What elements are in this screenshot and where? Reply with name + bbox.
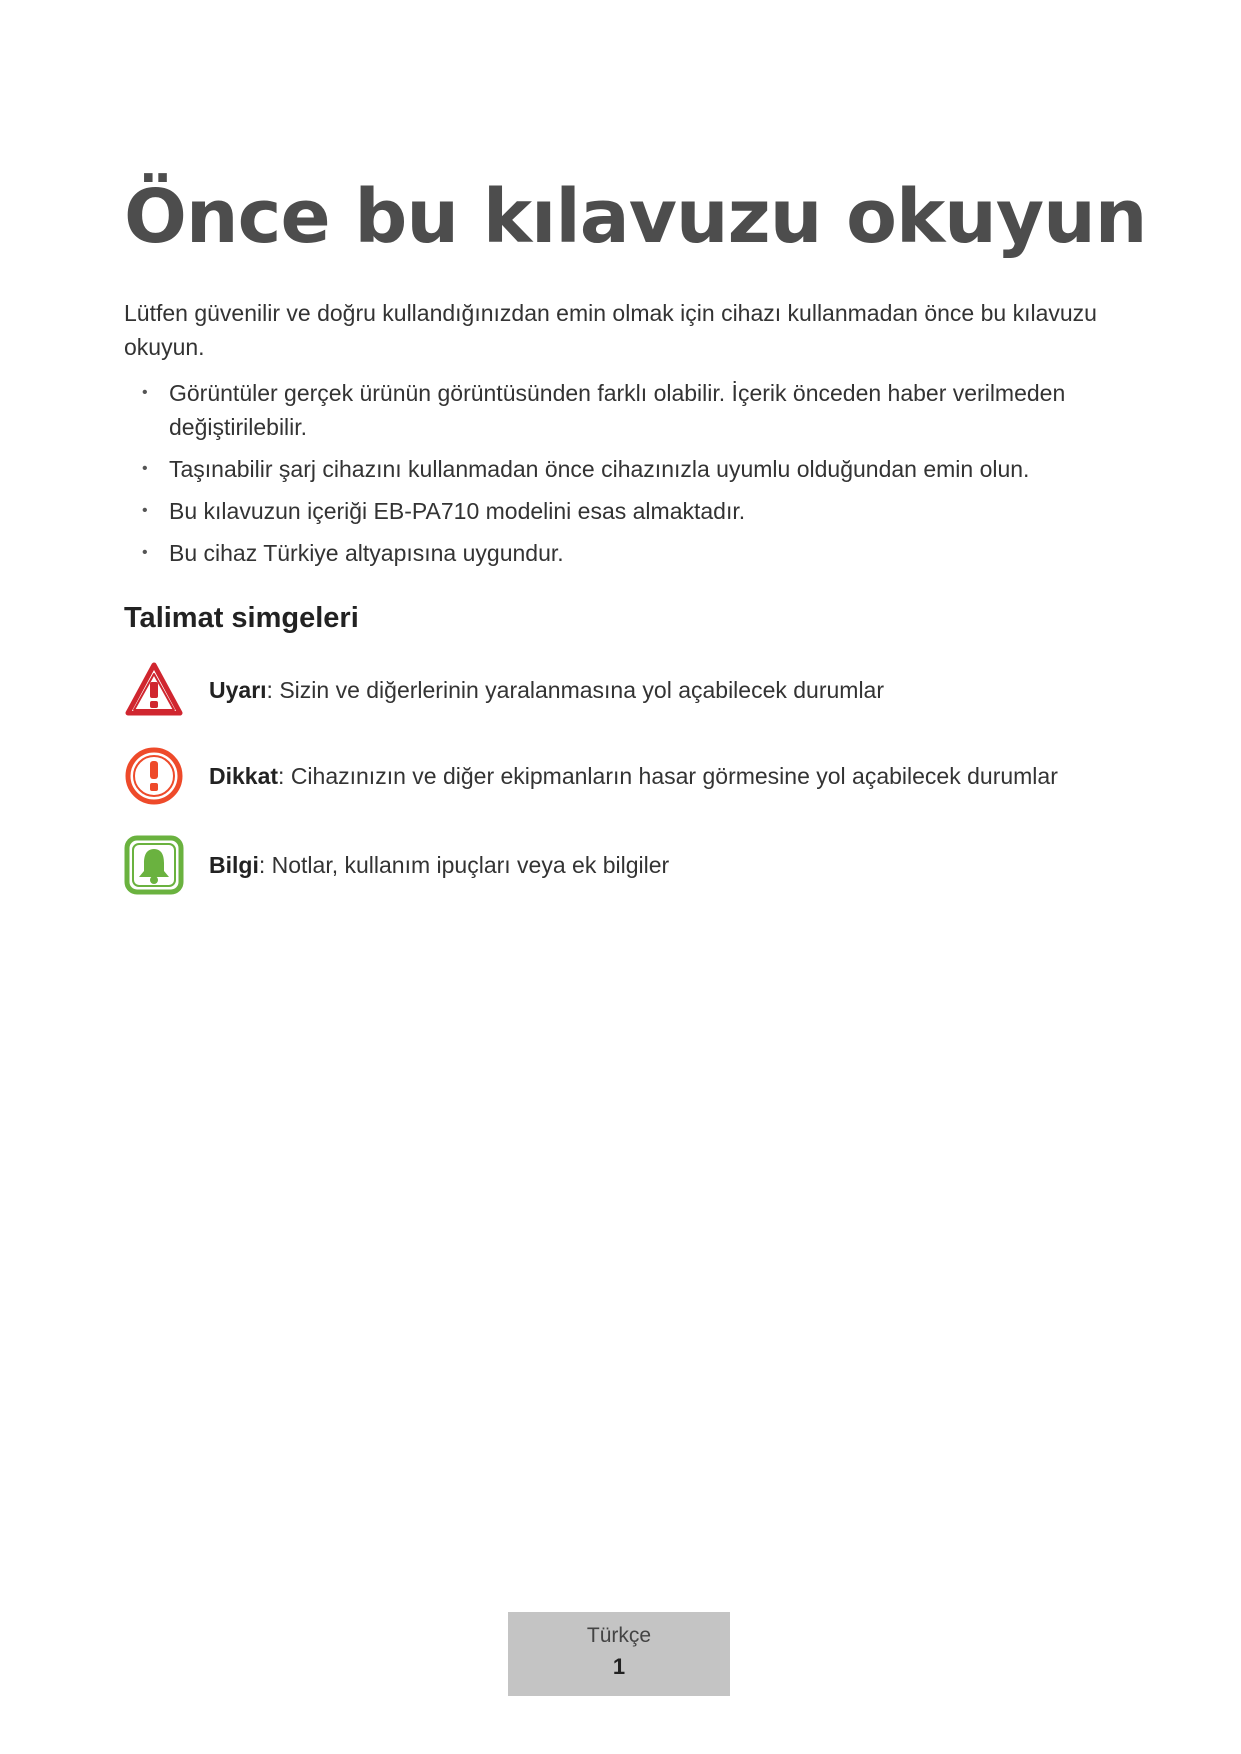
caution-exclamation-icon [124, 746, 184, 806]
warning-description [209, 660, 884, 720]
warning-text: : Sizin ve diğerlerinin yaralanmasına yol açabilecek durumlar [266, 677, 885, 703]
footer-language: Türkçe [586, 1624, 652, 1647]
caution-text: : Cihazınızın ve diğer ekipmanların hasar görmesine yol açabilecek durumlar [278, 763, 1058, 789]
page-number: 1 [612, 1654, 626, 1679]
note-label: Bilgi [209, 852, 259, 878]
note-bell-icon [124, 835, 184, 895]
caution-label: Dikkat [209, 763, 279, 789]
bullet-glyph: • [142, 544, 148, 561]
page-footer [508, 1612, 730, 1696]
note-text: : Notlar, kullanım ipuçları veya ek bilgiler [258, 852, 670, 878]
warning-label: Uyarı [209, 677, 267, 703]
bullet-glyph: • [142, 460, 148, 477]
list-item [124, 536, 1114, 570]
bullet-glyph: • [142, 384, 148, 401]
section-heading: Talimat simgeleri [124, 602, 359, 634]
warning-triangle-icon [124, 660, 184, 720]
list-item-text: Taşınabilir şarj cihazını kullanmadan önce cihazınızla uyumlu olduğundan emin olun. [169, 456, 1030, 482]
list-item [124, 494, 1114, 528]
bullet-glyph: • [142, 502, 148, 519]
list-item [124, 376, 1114, 444]
symbol-row-caution [124, 746, 1124, 806]
caution-description [209, 746, 1058, 806]
note-description [209, 835, 669, 895]
list-item-text: Bu kılavuzun içeriği EB-PA710 modelini esas almaktadır. [169, 498, 746, 524]
intro-paragraph: Lütfen güvenilir ve doğru kullandığınızdan emin olmak için cihazı kullanmadan önce bu kılavuzu okuyun. [124, 300, 1097, 360]
notes-list [124, 376, 1114, 578]
list-item-text: Bu cihaz Türkiye altyapısına uygundur. [169, 540, 564, 566]
list-item-text: Görüntüler gerçek ürünün görüntüsünden farklı olabilir. İçerik önceden haber verilmeden değiştirilebilir. [169, 380, 1066, 440]
list-item [124, 452, 1114, 486]
symbol-row-note [124, 835, 1124, 895]
symbol-row-warning [124, 660, 1124, 720]
page-title: Önce bu kılavuzu okuyun [124, 174, 1147, 260]
